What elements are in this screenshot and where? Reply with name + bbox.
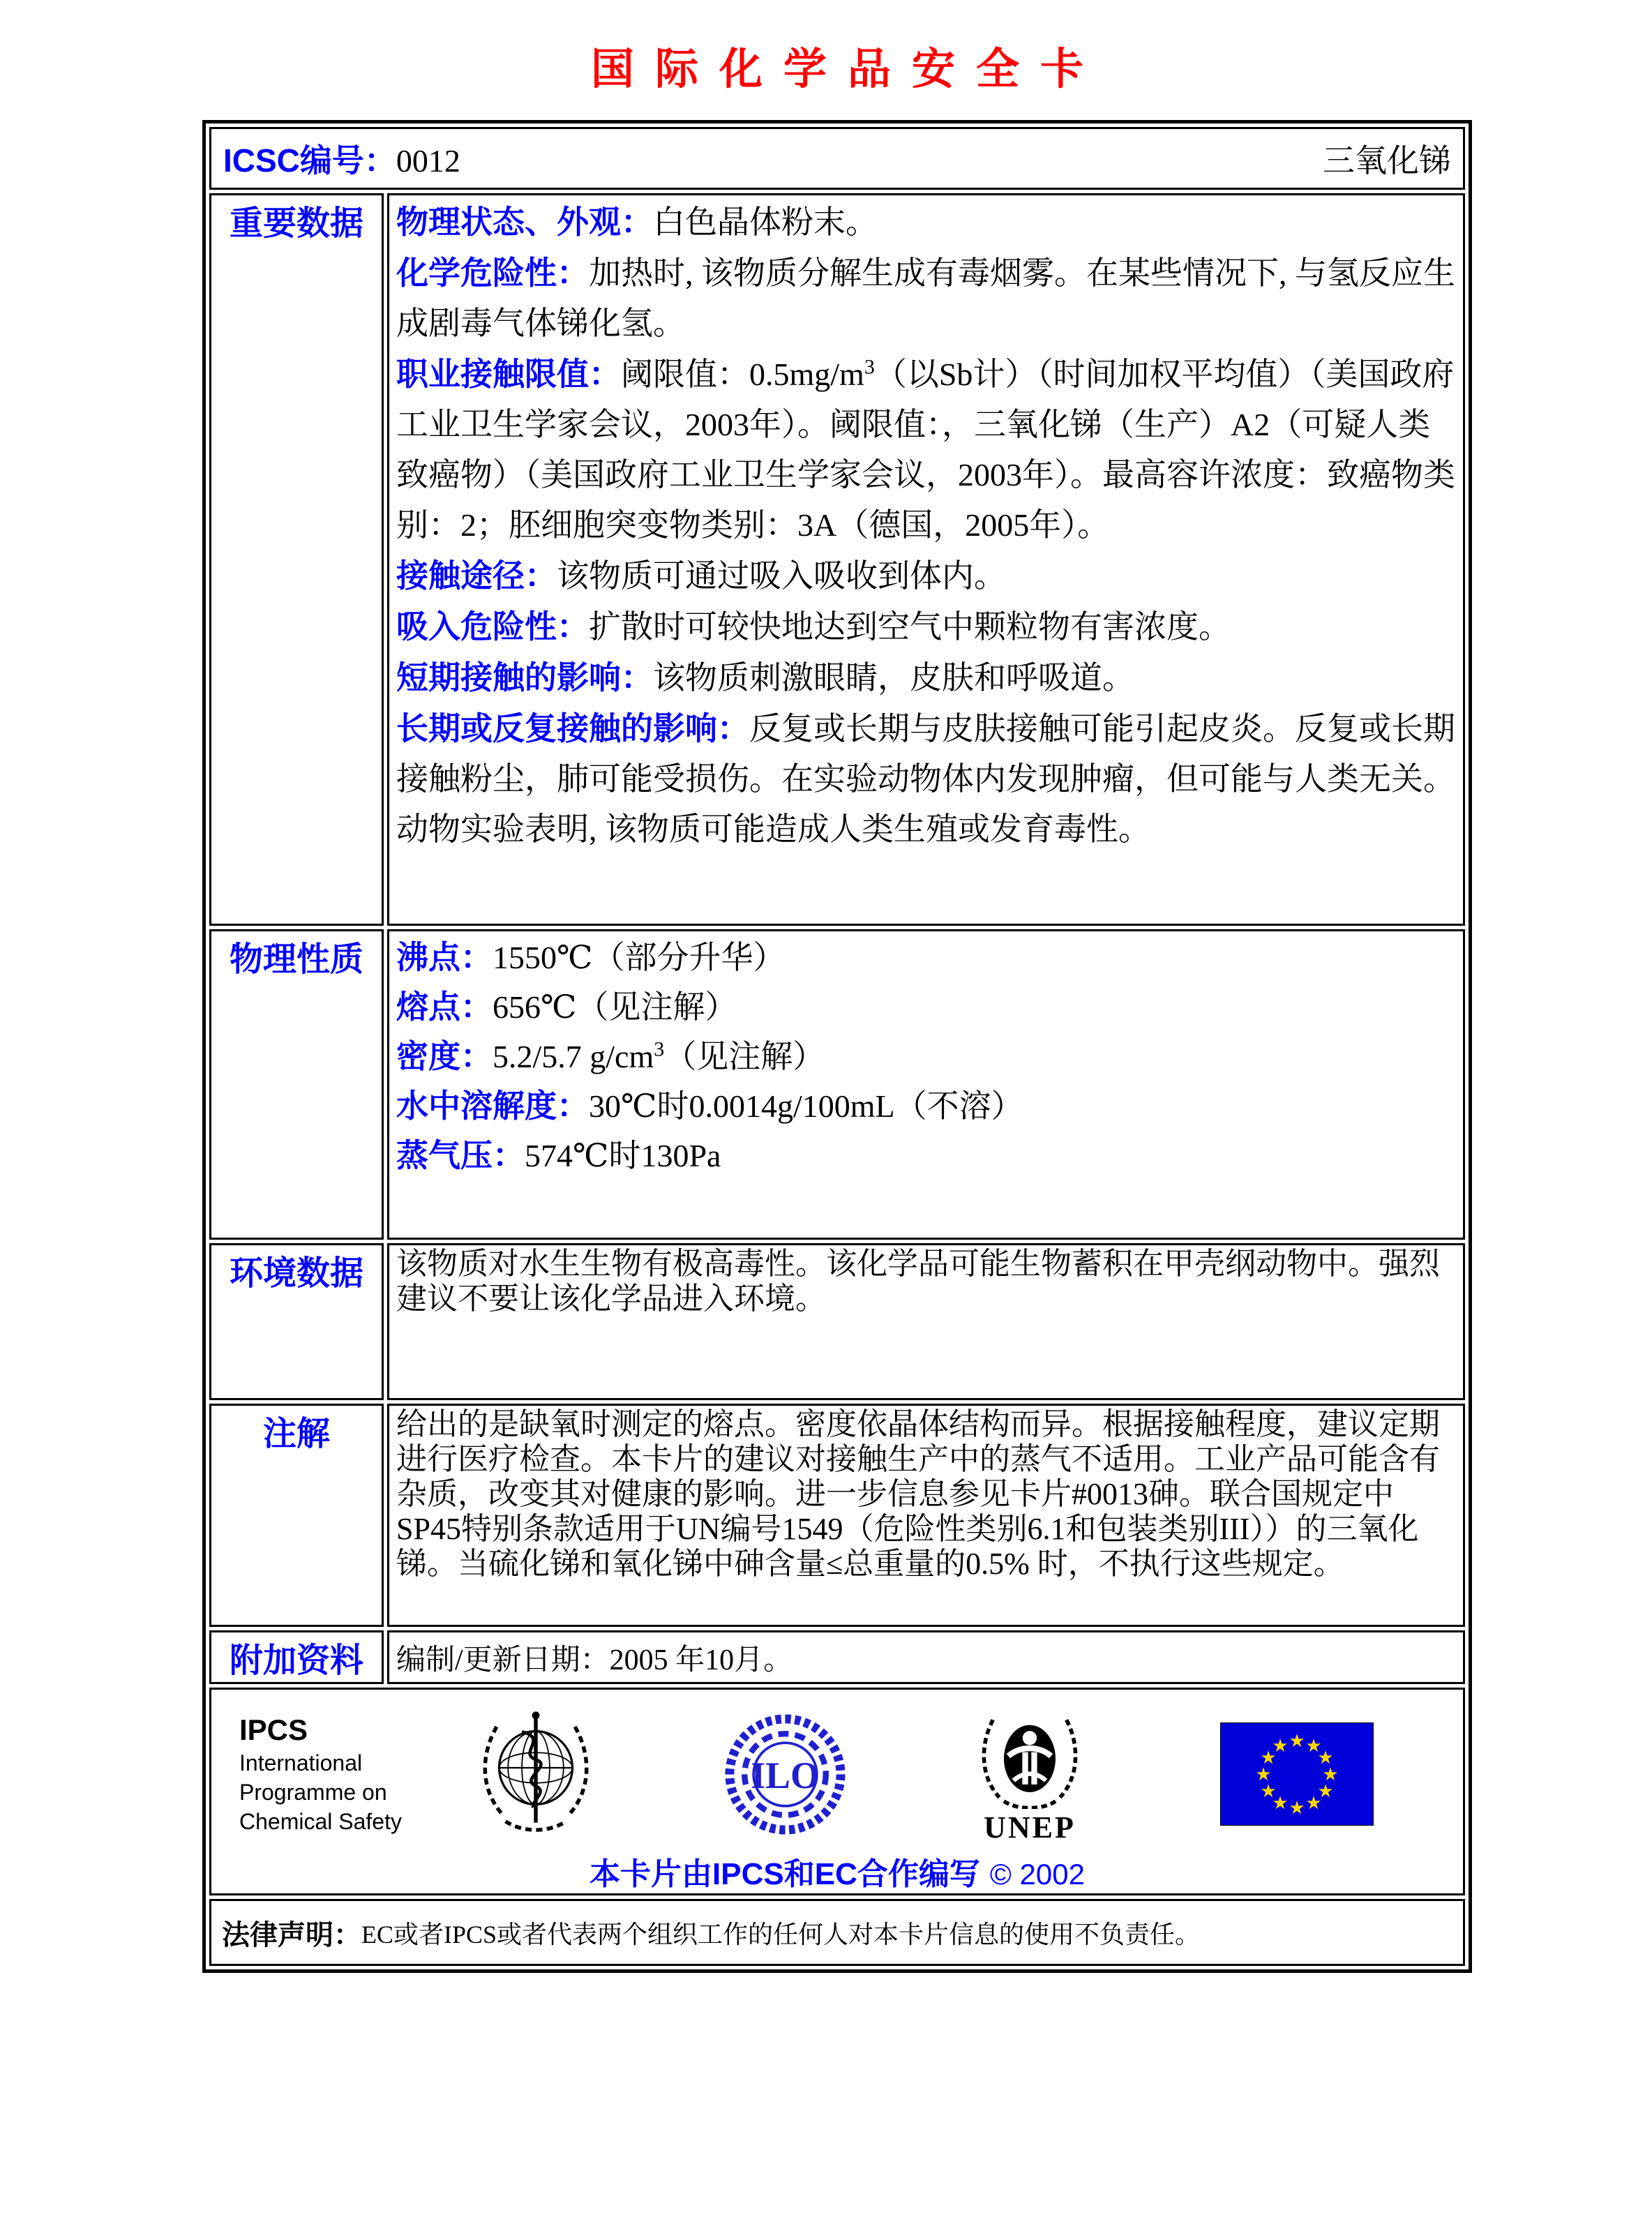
svg-text:★: ★: [1305, 1736, 1322, 1757]
item-label: 沸点：: [396, 939, 493, 975]
item-text: 656℃（见注解）: [493, 989, 737, 1025]
chemical-name: 三氧化锑: [1323, 143, 1451, 179]
item-label: 蒸气压：: [396, 1137, 525, 1173]
row-logos: [209, 1688, 1465, 1895]
item-label: 化学危险性：: [396, 255, 589, 291]
row-label-notes: 注解: [209, 1404, 384, 1627]
icsc-number-label: ICSC编号：: [223, 142, 396, 179]
icsc-number-value: 0012: [396, 143, 460, 179]
physical-item: [396, 1032, 1456, 1081]
svg-text:★: ★: [1272, 1736, 1289, 1757]
item-label: 密度：: [396, 1038, 493, 1074]
svg-text:★: ★: [1260, 1748, 1277, 1768]
row-physical-properties: [209, 929, 1465, 1240]
item-text: 5.2/5.7 g/cm: [493, 1039, 654, 1074]
unep-caption: UNEP: [984, 1810, 1076, 1845]
row-environmental-data: [209, 1243, 1465, 1400]
item-text: （以Sb计）（时间加权平均值）（美国政府工业卫生学家会议，2003年）。阈限值：，三氧化锑（生产）A2（可疑人类致癌物）（美国政府工业卫生学家会议，2003年）。最高容许浓度：致癌物类别：2；胚细胞突变物类别：3A（德国，2005年）。: [396, 356, 1455, 543]
item-label: 物理状态、外观：: [396, 204, 653, 240]
icsc-card: [202, 120, 1472, 1973]
ilo-logo-icon: [721, 1710, 850, 1839]
collaboration-line: [211, 1849, 1463, 1893]
item-label: 长期或反复接触的影响：: [396, 710, 749, 746]
notes-content: 给出的是缺氧时测定的熔点。密度依晶体结构而异。根据接触程度，建议定期进行医疗检查。本卡片的建议对接触生产中的蒸气不适用。工业产品可能含有杂质，改变其对健康的影响。进一步信息参见卡片#0013砷。联合国规定中SP45特别条款适用于UN编号1549（危险性类别6.1和包装类别III））的三氧化锑。当硫化锑和氧化锑中砷含量≤总重量的0.5% 时，不执行这些规定。: [387, 1404, 1465, 1627]
important-item: [396, 703, 1456, 855]
additional-info-content: [387, 1630, 1465, 1684]
important-item: [396, 349, 1456, 550]
page-title: 国际化学品安全卡: [590, 45, 1104, 93]
unep-logo-block: [968, 1706, 1091, 1843]
logos-cell: [209, 1688, 1465, 1895]
header-row: [209, 127, 1465, 190]
ipcs-line: Chemical Safety: [239, 1809, 402, 1834]
svg-text:★: ★: [1317, 1781, 1334, 1802]
icsc-table: [206, 123, 1469, 1969]
item-text: 阈限值：0.5mg/m: [621, 356, 864, 392]
item-label: 短期接触的影响：: [396, 659, 653, 696]
superscript: 3: [864, 355, 875, 379]
ipcs-text-block: [239, 1712, 431, 1836]
svg-text:★: ★: [1272, 1793, 1289, 1814]
item-label: 水中溶解度：: [396, 1088, 589, 1124]
ipcs-line: International: [239, 1750, 363, 1775]
item-text: （见注解）: [664, 1039, 825, 1074]
physical-properties-content: [387, 929, 1465, 1240]
row-notes: [209, 1404, 1465, 1627]
legal-statement-cell: [209, 1899, 1465, 1966]
environmental-data-content: 该物质对水生生物有极高毒性。该化学品可能生物蓄积在甲壳纲动物中。强烈建议不要让该化学品进入环境。: [387, 1243, 1465, 1400]
ipcs-acronym: IPCS: [239, 1713, 308, 1746]
physical-item: [396, 933, 1456, 982]
superscript: 3: [654, 1037, 665, 1061]
unep-logo-icon: [974, 1706, 1086, 1809]
row-additional-info: [209, 1630, 1465, 1684]
svg-text:ILO: ILO: [751, 1754, 820, 1796]
item-text: 该物质刺激眼睛，皮肤和呼吸道。: [653, 660, 1134, 696]
svg-text:★: ★: [1317, 1748, 1334, 1768]
row-legal-statement: [209, 1899, 1465, 1966]
logo-strip: [211, 1708, 1463, 1845]
item-label: 职业接触限值：: [396, 356, 621, 392]
item-text: 白色晶体粉末。: [653, 204, 878, 240]
who-logo-icon: [470, 1708, 602, 1840]
important-item: [396, 652, 1456, 703]
header-cell: [209, 127, 1465, 190]
physical-item: [396, 1131, 1456, 1180]
legal-statement-text: EC或者IPCS或者代表两个组织工作的任何人对本卡片信息的使用不负责任。: [361, 1920, 1201, 1948]
update-date-text: 编制/更新日期：2005 年10月。: [396, 1644, 793, 1676]
row-label-environmental-data: 环境数据: [209, 1243, 384, 1400]
item-label: 接触途径：: [396, 557, 557, 594]
row-important-data: [209, 193, 1465, 926]
copyright-text: © 2002: [989, 1858, 1085, 1891]
item-text: 30℃时0.0014g/100mL（不溶）: [589, 1088, 1023, 1124]
icsc-number-group: [223, 135, 460, 181]
svg-text:★: ★: [1289, 1731, 1305, 1752]
item-text: 574℃时130Pa: [525, 1138, 721, 1173]
important-data-content: [387, 193, 1465, 926]
important-item: [396, 601, 1456, 652]
row-label-physical-properties: 物理性质: [209, 929, 384, 1240]
item-text: 反复或长期与皮肤接触可能引起皮炎。反复或长期接触粉尘，肺可能受损伤。在实验动物体内发现肿瘤，但可能与人类无关。动物实验表明, 该物质可能造成人类生殖或发育毒性。: [396, 711, 1455, 847]
collaboration-text: 本卡片由IPCS和EC合作编写: [590, 1857, 980, 1891]
svg-text:★: ★: [1322, 1764, 1339, 1785]
svg-text:★: ★: [1305, 1793, 1322, 1814]
ipcs-line: Programme on: [239, 1780, 387, 1805]
row-label-important-data: 重要数据: [209, 193, 384, 926]
item-label: 吸入危险性：: [396, 608, 589, 645]
item-text: 该物质可通过吸入吸收到体内。: [557, 558, 1006, 594]
item-text: 加热时, 该物质分解生成有毒烟雾。在某些情况下, 与氢反应生成剧毒气体锑化氢。: [396, 255, 1455, 341]
legal-statement-label: 法律声明：: [222, 1919, 361, 1951]
eu-flag-icon: [1220, 1722, 1374, 1826]
row-label-additional-info: 附加资料: [209, 1630, 384, 1684]
physical-item: [396, 982, 1456, 1032]
item-text: 1550℃（部分升华）: [493, 940, 786, 975]
svg-text:★: ★: [1289, 1798, 1305, 1819]
physical-item: [396, 1081, 1456, 1131]
important-item: [396, 550, 1456, 601]
svg-text:★: ★: [1255, 1764, 1272, 1785]
item-text: 扩散时可较快地达到空气中颗粒物有害浓度。: [589, 609, 1231, 645]
important-item: [396, 248, 1456, 349]
item-label: 熔点：: [396, 989, 493, 1025]
important-item: [396, 197, 1456, 248]
svg-text:★: ★: [1260, 1781, 1277, 1802]
